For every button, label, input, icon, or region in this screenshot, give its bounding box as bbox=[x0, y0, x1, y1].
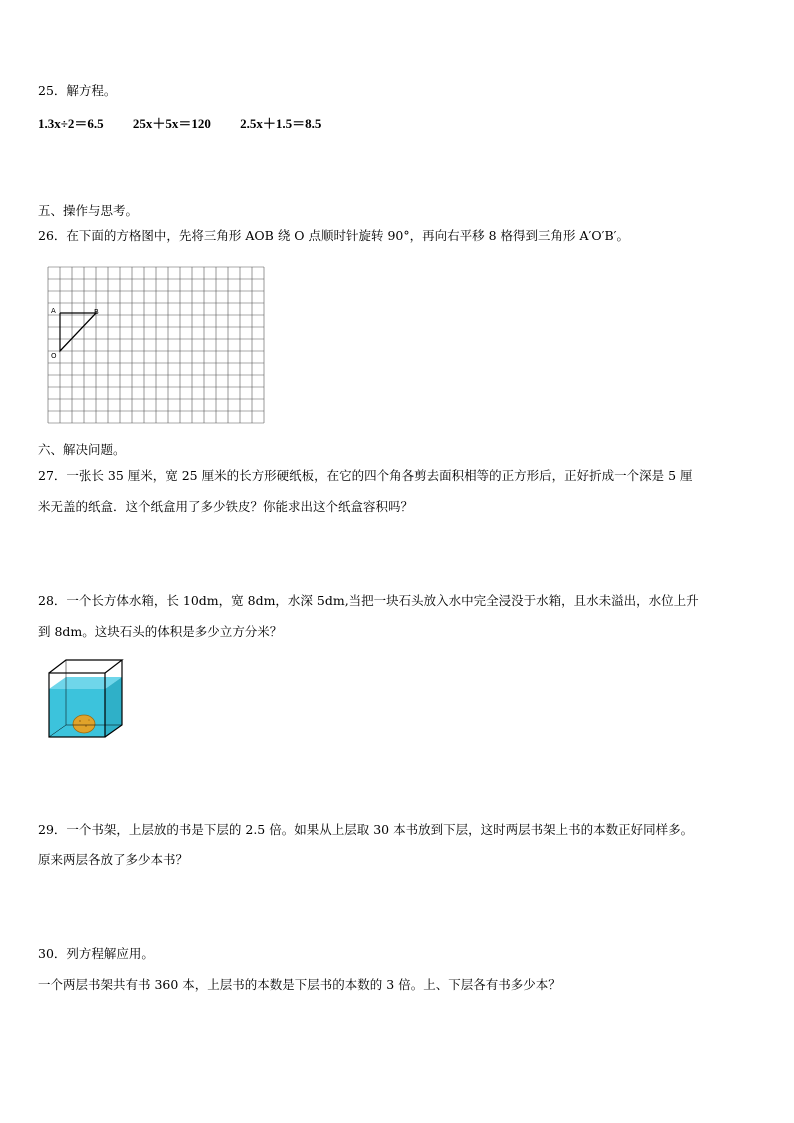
q27-line1: 27．一张长 35 厘米，宽 25 厘米的长方形硬纸板，在它的四个角各剪去面积相等的正方形后，正好折成一个深是 5 厘 bbox=[38, 468, 693, 483]
q30-title: 30．列方程解应用。 bbox=[38, 946, 154, 961]
q27-line2: 米无盖的纸盒．这个纸盒用了多少铁皮？你能求出这个纸盒容积吗？ bbox=[38, 499, 414, 514]
q26-text: 26．在下面的方格图中，先将三角形 AOB 绕 O 点顺时针旋转 90°，再向右平移 8 格得到三角形 A′O′B′。 bbox=[38, 228, 629, 243]
water-tank-svg bbox=[46, 657, 126, 741]
grid-lines bbox=[48, 267, 264, 423]
q25-title: 25．解方程。 bbox=[38, 83, 117, 98]
q28-line2: 到 8dm。这块石头的体积是多少立方分米？ bbox=[38, 624, 283, 639]
label-b: B bbox=[94, 308, 99, 316]
equation-2: 25x＋5x＝120 bbox=[132, 116, 211, 131]
water-tank-figure bbox=[46, 657, 126, 745]
q25-equations bbox=[38, 116, 347, 132]
grid-figure bbox=[44, 265, 270, 429]
q29-line2: 原来两层各放了多少本书？ bbox=[38, 852, 189, 867]
section5-title: 五、操作与思考。 bbox=[38, 203, 139, 218]
grid-svg bbox=[44, 265, 270, 425]
stone bbox=[73, 715, 95, 733]
label-a: A bbox=[51, 307, 56, 315]
q30-text: 一个两层书架共有书 360 本，上层书的本数是下层书的本数的 3 倍。上、下层各有书多少本？ bbox=[38, 977, 561, 992]
q28-line1: 28．一个长方体水箱，长 10dm，宽 8dm，水深 5dm,当把一块石头放入水中完全浸没于水箱，且水未溢出，水位上升 bbox=[38, 593, 699, 608]
equation-1: 1.3x÷2＝6.5 bbox=[38, 116, 104, 131]
label-o: O bbox=[51, 352, 57, 360]
equation-3: 2.5x＋1.5＝8.5 bbox=[240, 116, 322, 131]
section6-title: 六、解决问题。 bbox=[38, 442, 126, 457]
triangle-hyp bbox=[60, 313, 96, 351]
q29-line1: 29．一个书架，上层放的书是下层的 2.5 倍。如果从上层取 30 本书放到下层，这时两层书架上书的本数正好同样多。 bbox=[38, 822, 694, 837]
